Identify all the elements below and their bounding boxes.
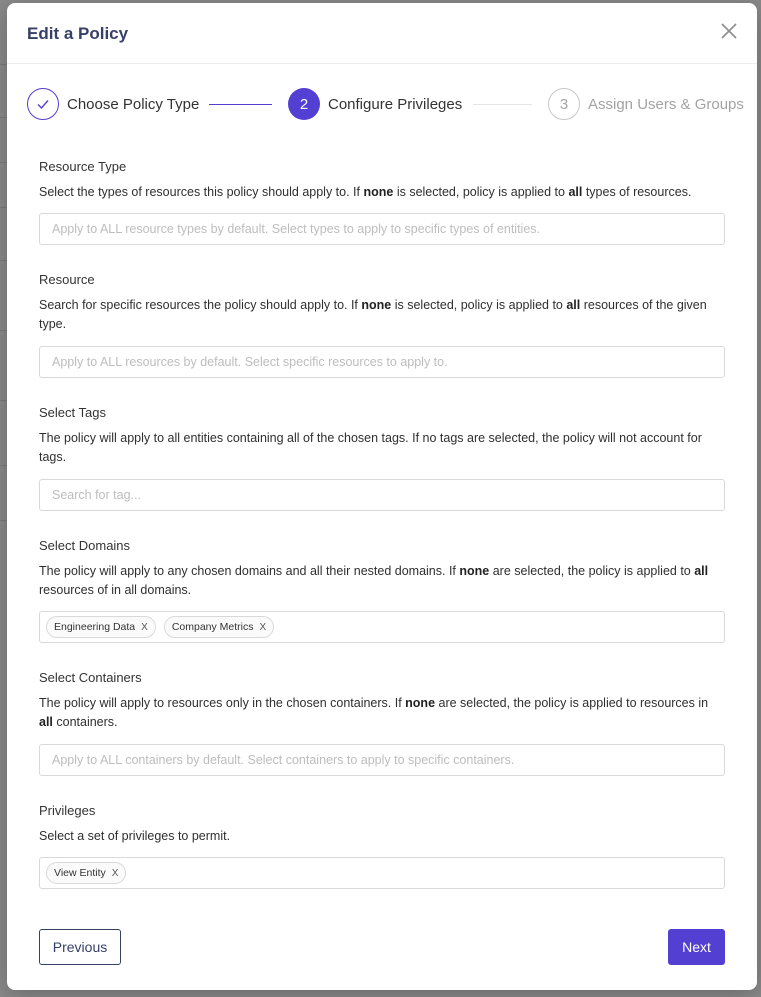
desc-text: Search for specific resources the policy should apply to. If: [39, 298, 362, 312]
desc-text: resources of the given type.: [39, 298, 707, 331]
resource-placeholder: Apply to ALL resources by default. Select specific resources to apply to.: [52, 355, 448, 369]
desc-emphasis: none: [363, 185, 394, 199]
step-2-number: 2: [299, 95, 309, 113]
privileges-title: Privileges: [39, 803, 96, 818]
containers-desc: [39, 694, 725, 732]
containers-title: Select Containers: [39, 670, 142, 685]
tag-search-input[interactable]: [39, 479, 725, 511]
step-2-circle: [288, 88, 320, 120]
bg-divider: [0, 162, 7, 163]
containers-section: [39, 670, 725, 732]
desc-text: is selected, policy is applied to: [393, 185, 569, 199]
desc-text: types of resources.: [582, 185, 692, 199]
containers-select[interactable]: [39, 744, 725, 776]
tags-section: [39, 405, 725, 467]
resource-type-title: Resource Type: [39, 159, 127, 174]
desc-emphasis: all: [39, 715, 53, 729]
remove-chip-icon[interactable]: X: [141, 621, 148, 633]
remove-chip-icon[interactable]: X: [259, 621, 267, 633]
domains-select[interactable]: [39, 611, 725, 643]
resource-title: Resource: [39, 272, 95, 287]
close-icon[interactable]: [719, 21, 739, 41]
containers-placeholder: Apply to ALL containers by default. Select containers to apply to specific containers.: [52, 753, 515, 767]
desc-text: containers.: [52, 715, 118, 729]
domains-desc: [39, 562, 725, 600]
privileges-section: [39, 803, 725, 846]
domain-chip: [46, 616, 156, 638]
desc-text: are selected, the policy is applied to resources in: [435, 696, 709, 710]
previous-button[interactable]: Previous: [39, 929, 121, 965]
desc-text: are selected, the policy is applied to: [489, 564, 695, 578]
domain-chip-label: Engineering Data: [54, 621, 136, 633]
domain-chip-label: Company Metrics: [171, 621, 254, 633]
tag-search-placeholder: Search for tag...: [52, 488, 141, 502]
bg-divider: [0, 260, 7, 261]
bg-divider: [0, 465, 7, 466]
bg-divider: [0, 520, 7, 521]
edit-policy-modal: [7, 3, 757, 990]
desc-emphasis: all: [694, 564, 709, 578]
resource-desc: [39, 296, 725, 334]
desc-text: is selected, policy is applied to: [391, 298, 567, 312]
desc-emphasis: none: [361, 298, 392, 312]
step-1-circle: [27, 88, 59, 120]
desc-emphasis: none: [459, 564, 490, 578]
step-3-label: Assign Users & Groups: [588, 96, 744, 113]
policy-steps: [27, 88, 757, 121]
privileges-select[interactable]: [39, 857, 725, 889]
bg-divider: [0, 64, 7, 65]
resource-section: [39, 272, 725, 334]
desc-text: The policy will apply to any chosen domains and all their nested domains. If: [39, 564, 460, 578]
step-3-circle: [548, 88, 580, 120]
desc-text: resources of in all domains.: [39, 583, 192, 597]
resource-type-select[interactable]: [39, 213, 725, 245]
privilege-chip: [46, 862, 126, 884]
modal-header: [7, 3, 757, 64]
bg-divider: [0, 330, 7, 331]
privilege-chip-label: View Entity: [54, 867, 106, 879]
resource-select[interactable]: [39, 346, 725, 378]
desc-emphasis: none: [405, 696, 436, 710]
tags-desc: The policy will apply to all entities containing all of the chosen tags. If no tags are selected, the policy will not account for tags.: [39, 431, 702, 464]
remove-chip-icon[interactable]: X: [111, 867, 119, 879]
resource-type-placeholder: Apply to ALL resource types by default. Select types to apply to specific types of entities.: [52, 222, 541, 236]
bg-divider: [0, 207, 7, 208]
domains-title: Select Domains: [39, 538, 131, 553]
resource-type-desc: [39, 183, 725, 202]
desc-emphasis: all: [566, 298, 581, 312]
privileges-desc: Select a set of privileges to permit.: [39, 829, 231, 843]
step-2-label: Configure Privileges: [328, 96, 463, 113]
step-connector: [473, 104, 532, 105]
step-connector: [209, 104, 272, 105]
domains-section: [39, 538, 725, 600]
check-icon: [35, 96, 51, 112]
resource-type-section: [39, 159, 725, 202]
desc-text: Select the types of resources this policy should apply to. If: [39, 185, 364, 199]
bg-divider: [0, 400, 7, 401]
step-3-number: 3: [559, 95, 569, 113]
domain-chip: [164, 616, 274, 638]
tags-title: Select Tags: [39, 405, 106, 420]
bg-divider: [0, 117, 7, 118]
step-1-label[interactable]: Choose Policy Type: [67, 96, 200, 113]
desc-text: The policy will apply to resources only in the chosen containers. If: [39, 696, 406, 710]
desc-emphasis: all: [568, 185, 583, 199]
modal-title: Edit a Policy: [27, 24, 129, 43]
next-button[interactable]: Next: [668, 929, 725, 965]
